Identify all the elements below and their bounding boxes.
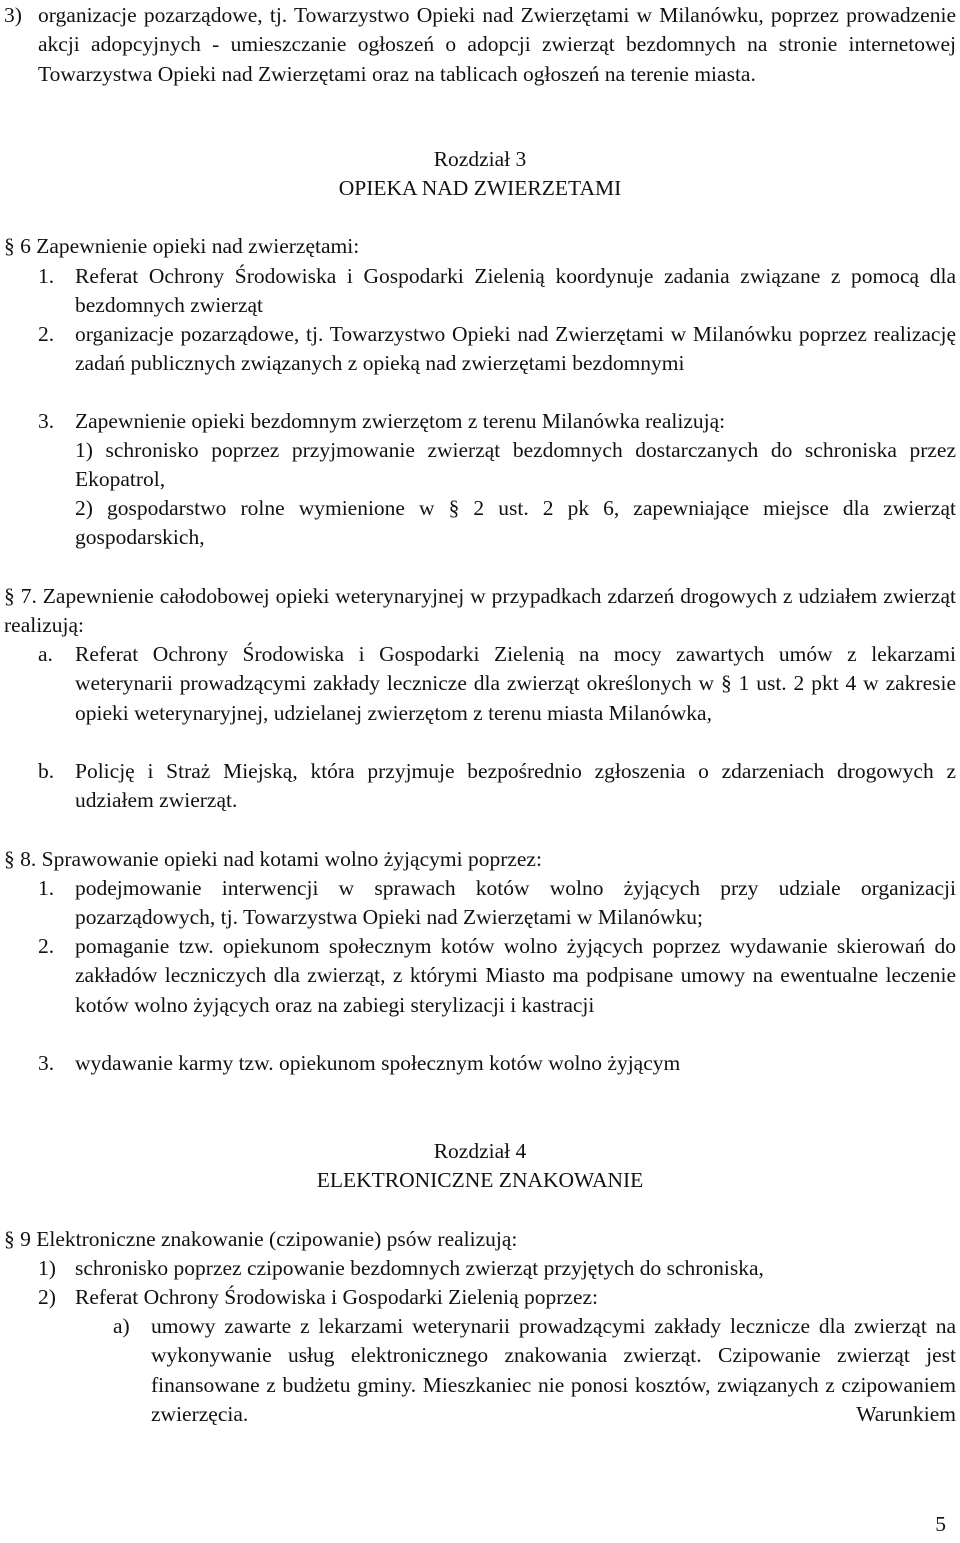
s6-item-1: Referat Ochrony Środowiska i Gospodarki Zielenią koordynuje zadania związane z pomocą dla bezdomnych zwierząt <box>75 264 956 318</box>
list-number: 1. <box>38 876 55 900</box>
list-number: 3. <box>38 1051 55 1075</box>
s8-item-2: pomaganie tzw. opiekunom społecznym kotów wolno żyjących poprzez wydawanie skierowań do zakładów leczniczych dla zwierząt, z którymi Miasto ma podpisane umowy na ewentualne leczenie kotów wolno żyjących oraz na zabiegi sterylizacji i kastracji <box>75 934 956 1017</box>
s6-item-2: organizacje pozarządowe, tj. Towarzystwo Opieki nad Zwierzętami w Milanówku poprzez realizację zadań publicznych związanych z opieką nad zwierzętami bezdomnymi <box>75 322 956 376</box>
s6-sub-1: 1) schronisko poprzez przyjmowanie zwierząt bezdomnych dostarczanych do schroniska przez Ekopatrol, <box>75 438 956 492</box>
list-number: 3) <box>4 3 22 27</box>
chapter-3-title: Rozdział 3 <box>433 147 527 171</box>
chapter-4-title: Rozdział 4 <box>433 1139 527 1163</box>
s9-item-2: Referat Ochrony Środowiska i Gospodarki Zielenią poprzez: <box>75 1285 599 1309</box>
s7-item-b: Policję i Straż Miejską, która przyjmuje bezpośrednio zgłoszenia o zdarzeniach drogowych z udziałem zwierząt. <box>75 759 956 813</box>
intro-text: organizacje pozarządowe, tj. Towarzystwo Opieki nad Zwierzętami w Milanówku, poprzez prowadzenie akcji adopcyjnych - umieszczanie ogłoszeń o adopcji zwierząt bezdomnych na stronie internetowej Towarzystwa Opieki nad Zwierzętami oraz na tablicach ogłoszeń na terenie miasta. <box>38 3 956 86</box>
s8-item-3: wydawanie karmy tzw. opiekunom społecznym kotów wolno żyjącym <box>75 1051 681 1075</box>
list-number: 1) <box>38 1256 56 1280</box>
chapter-4-subtitle: ELEKTRONICZNE ZNAKOWANIE <box>316 1168 644 1192</box>
list-number: a. <box>38 642 53 666</box>
list-number: 2. <box>38 322 55 346</box>
page-number: 5 <box>935 1512 946 1536</box>
s7-item-a: Referat Ochrony Środowiska i Gospodarki Zielenią na mocy zawartych umów z lekarzami weterynarii prowadzącymi zakłady lecznicze dla zwierząt określonych w § 1 ust. 2 pkt 4 w zakresie opieki weterynaryjnej, udzielanej zwierzętom z terenu miasta Milanówka, <box>75 642 956 725</box>
section-6-heading: § 6 Zapewnienie opieki nad zwierzętami: <box>4 234 360 258</box>
chapter-3-subtitle: OPIEKA NAD ZWIERZETAMI <box>338 176 622 200</box>
list-number: 3. <box>38 409 55 433</box>
list-number: 2) <box>38 1285 56 1309</box>
section-7-heading: § 7. Zapewnienie całodobowej opieki weterynaryjnej w przypadkach zdarzeń drogowych z udziałem zwierząt realizują: <box>4 584 956 638</box>
s9-sub-a: umowy zawarte z lekarzami weterynarii prowadzącymi zakłady lecznicze dla zwierząt na wykonywanie usług elektronicznego znakowania zwierząt. Czipowanie zwierząt jest finansowane z budżetu gminy. Mieszkaniec nie ponosi kosztów, związanych z czipowaniem zwierzęcia. Warunkiem <box>151 1314 956 1426</box>
list-number: b. <box>38 759 55 783</box>
s8-item-1: podejmowanie interwencji w sprawach kotów wolno żyjących przy udziale organizacji pozarządowych, tj. Towarzystwa Opieki nad Zwierzętami w Milanówku; <box>75 876 956 930</box>
s6-item-3: Zapewnienie opieki bezdomnym zwierzętom z terenu Milanówka realizują: <box>75 409 726 433</box>
intro-paragraph <box>38 1 956 89</box>
s9-item-1: schronisko poprzez czipowanie bezdomnych zwierząt przyjętych do schroniska, <box>75 1256 764 1280</box>
section-9-heading: § 9 Elektroniczne znakowanie (czipowanie) psów realizują: <box>4 1227 518 1251</box>
list-number: 1. <box>38 264 55 288</box>
list-number: 2. <box>38 934 55 958</box>
s6-sub-2: 2) gospodarstwo rolne wymienione w § 2 ust. 2 pk 6, zapewniające miejsce dla zwierząt gospodarskich, <box>75 496 956 550</box>
list-number: a) <box>113 1314 130 1338</box>
section-8-heading: § 8. Sprawowanie opieki nad kotami wolno żyjącymi poprzez: <box>4 847 542 871</box>
